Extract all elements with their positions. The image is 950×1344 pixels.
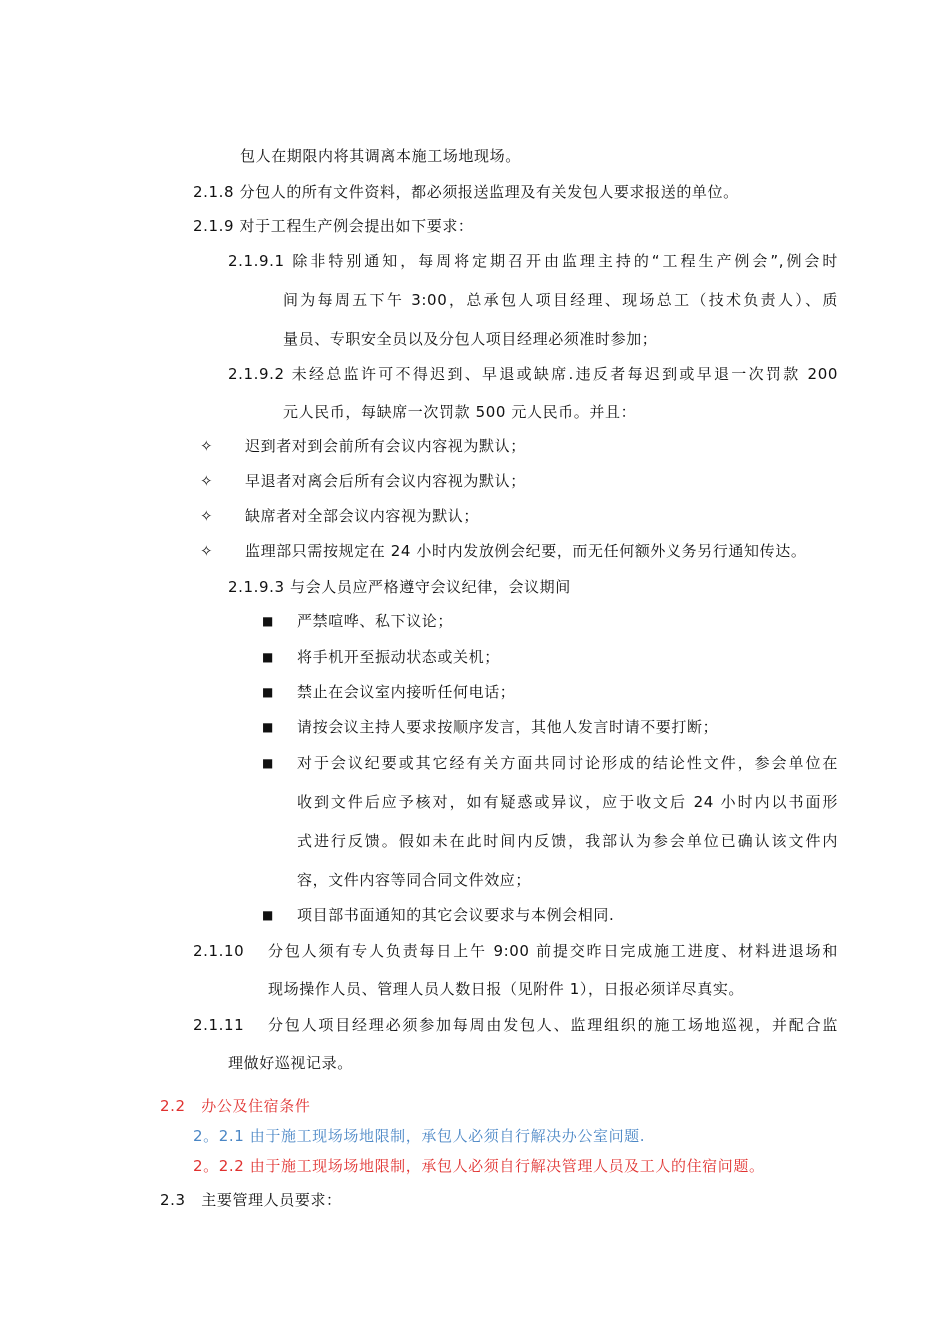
clause-2-1-8: 2.1.8 分包人的所有文件资料，都必须报送监理及有关发包人要求报送的单位。 bbox=[193, 183, 739, 201]
clause-2-1-9-2: 2.1.9.2 未经总监许可不得迟到、早退或缺席.违反者每迟到或早退一次罚款 200 bbox=[228, 365, 838, 383]
square-bullet-icon: ■ bbox=[262, 908, 274, 922]
section-heading-2-2: 2.2 办公及住宿条件 bbox=[160, 1097, 311, 1115]
section-heading-2-3: 2.3 主要管理人员要求： bbox=[160, 1191, 342, 1209]
list-item: 严禁喧哗、私下议论； bbox=[297, 612, 454, 630]
list-item: 对于会议纪要或其它经有关方面共同讨论形成的结论性文件，参会单位在 bbox=[297, 754, 838, 772]
diamond-bullet-icon: ✧ bbox=[200, 437, 213, 455]
list-item: 禁止在会议室内接听任何电话； bbox=[297, 683, 516, 701]
text-line: 间为每周五下午 3:00，总承包人项目经理、现场总工（技术负责人）、质 bbox=[283, 291, 838, 309]
text-line: 现场操作人员、管理人员人数日报（见附件 1），日报必须详尽真实。 bbox=[268, 980, 745, 998]
text-line: 式进行反馈。假如未在此时间内反馈，我部认为参会单位已确认该文件内 bbox=[297, 832, 838, 850]
text-line: 收到文件后应予核对，如有疑惑或异议，应于收文后 24 小时内以书面形 bbox=[297, 793, 838, 811]
clause-2-1-10: 分包人须有专人负责每日上午 9:00 前提交昨日完成施工进度、材料进退场和 bbox=[268, 942, 838, 960]
diamond-bullet-icon: ✧ bbox=[200, 542, 213, 560]
clause-number: 2.1.11 bbox=[193, 1016, 245, 1034]
clause-2-1-9-3: 2.1.9.3 与会人员应严格遵守会议纪律，会议期间 bbox=[228, 578, 571, 596]
list-item: 将手机开至振动状态或关机； bbox=[297, 648, 500, 666]
list-item: 迟到者对到会前所有会议内容视为默认； bbox=[245, 437, 526, 455]
list-item: 缺席者对全部会议内容视为默认； bbox=[245, 507, 480, 525]
clause-number: 2.1.10 bbox=[193, 942, 245, 960]
list-item: 早退者对离会后所有会议内容视为默认； bbox=[245, 472, 526, 490]
clause-2-2-1: 2。2.1 由于施工现场场地限制，承包人必须自行解决办公室问题. bbox=[193, 1127, 646, 1145]
clause-2-1-11: 分包人项目经理必须参加每周由发包人、监理组织的施工场地巡视，并配合监 bbox=[268, 1016, 838, 1034]
square-bullet-icon: ■ bbox=[262, 720, 274, 734]
text-line: 量员、专职安全员以及分包人项目经理必须准时参加； bbox=[283, 330, 658, 348]
text-line: 理做好巡视记录。 bbox=[228, 1054, 353, 1072]
clause-2-1-9: 2.1.9 对于工程生产例会提出如下要求： bbox=[193, 217, 474, 235]
diamond-bullet-icon: ✧ bbox=[200, 472, 213, 490]
list-item: 监理部只需按规定在 24 小时内发放例会纪要，而无任何额外义务另行通知传达。 bbox=[245, 542, 807, 560]
square-bullet-icon: ■ bbox=[262, 614, 274, 628]
text-line: 容，文件内容等同合同文件效应； bbox=[297, 871, 532, 889]
square-bullet-icon: ■ bbox=[262, 756, 274, 770]
text-line: 元人民币，每缺席一次罚款 500 元人民币。并且： bbox=[283, 403, 637, 421]
square-bullet-icon: ■ bbox=[262, 685, 274, 699]
clause-2-2-2: 2。2.2 由于施工现场场地限制，承包人必须自行解决管理人员及工人的住宿问题。 bbox=[193, 1157, 765, 1175]
square-bullet-icon: ■ bbox=[262, 650, 274, 664]
text-line: 包人在期限内将其调离本施工场地现场。 bbox=[240, 147, 521, 165]
diamond-bullet-icon: ✧ bbox=[200, 507, 213, 525]
list-item: 项目部书面通知的其它会议要求与本例会相同. bbox=[297, 906, 615, 924]
clause-2-1-9-1: 2.1.9.1 除非特别通知，每周将定期召开由监理主持的“工程生产例会”,例会时 bbox=[228, 252, 838, 270]
list-item: 请按会议主持人要求按顺序发言，其他人发言时请不要打断； bbox=[297, 718, 719, 736]
